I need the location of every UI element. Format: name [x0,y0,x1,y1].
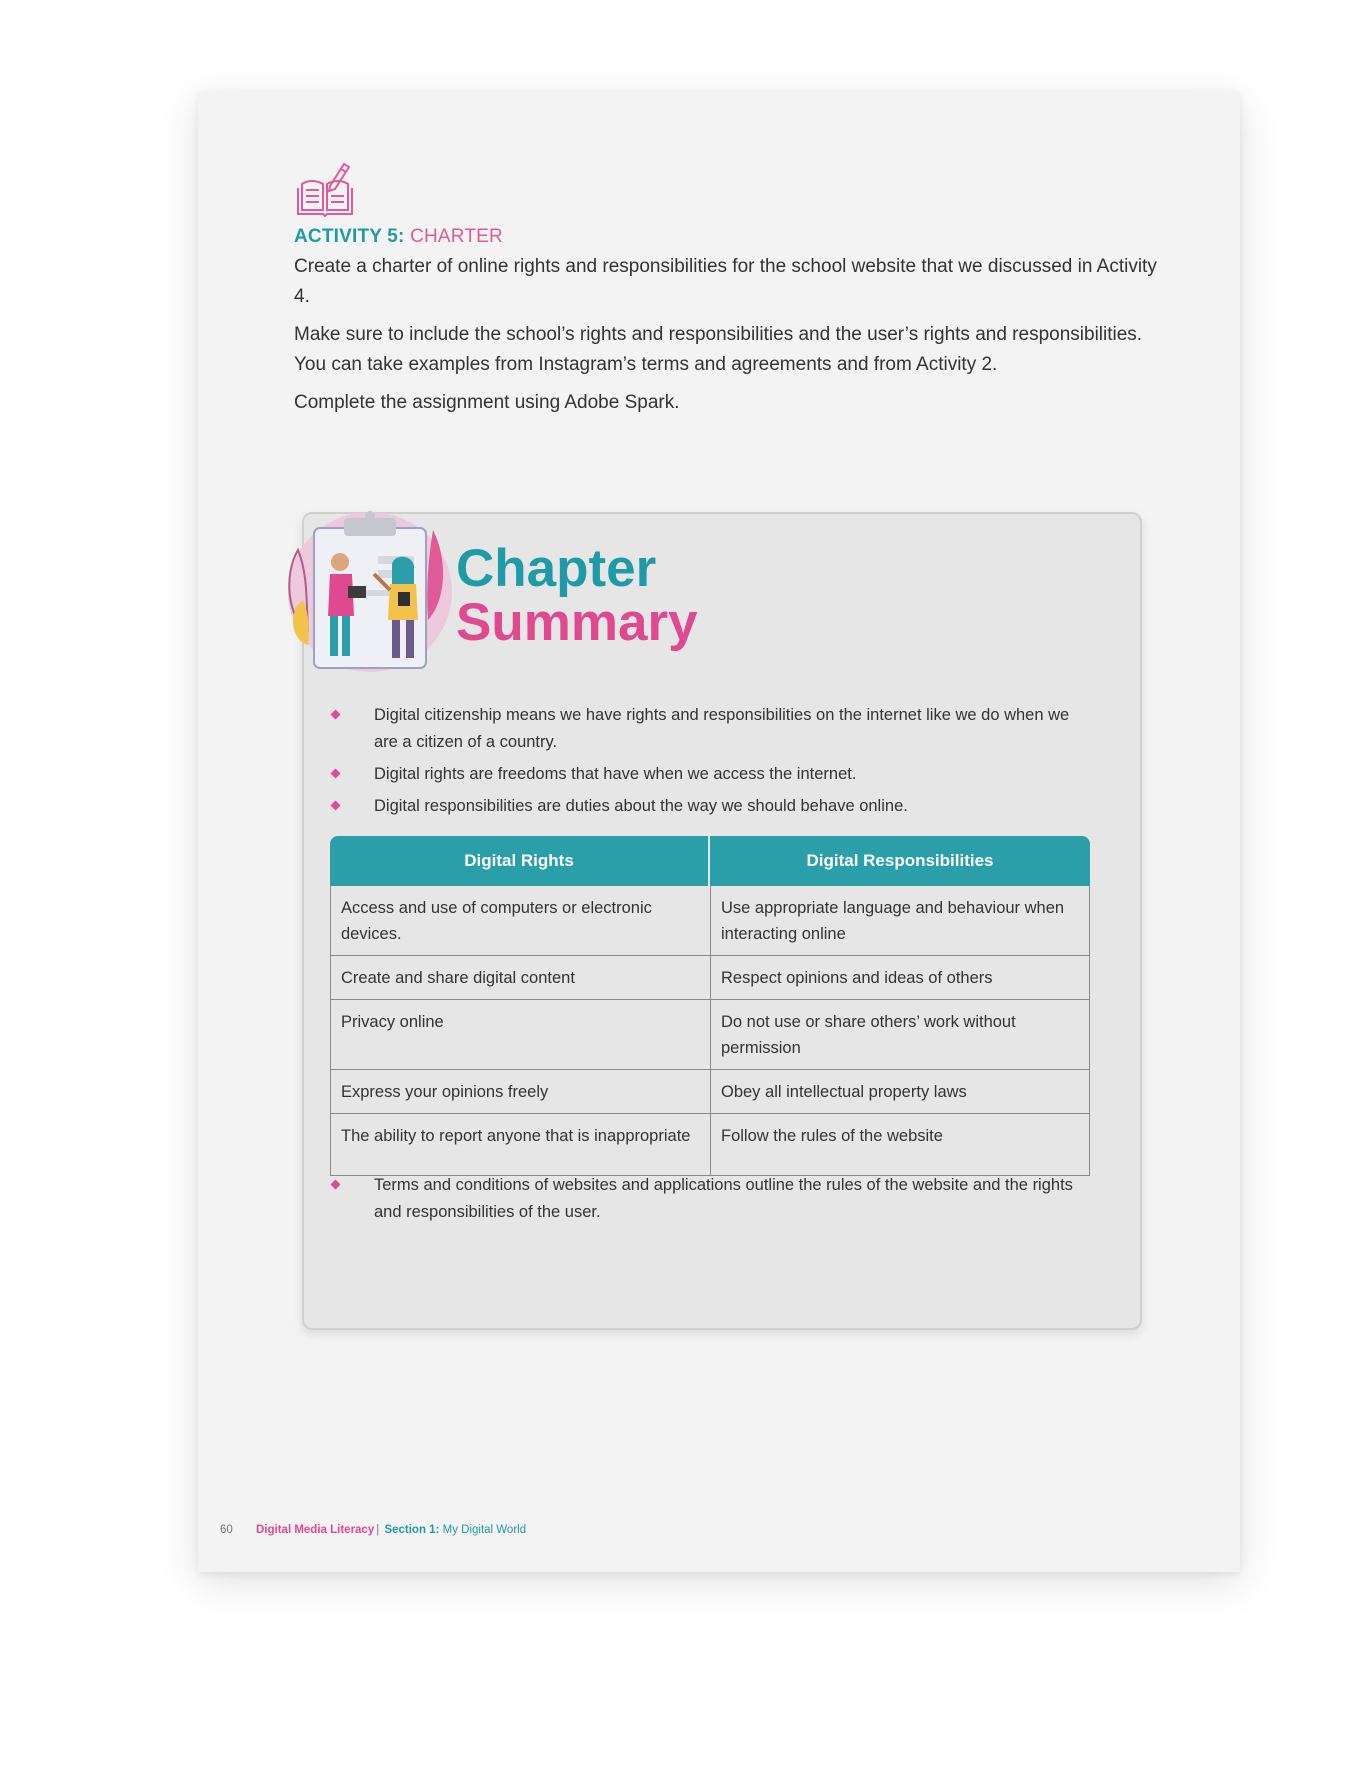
column-header-responsibilities: Digital Responsibilities [710,836,1090,886]
activity-paragraph: Complete the assignment using Adobe Spark. [294,392,680,413]
chapter-summary-title [456,539,698,652]
activity-instructions [294,252,1164,426]
table-cell: Create and share digital content [330,956,710,1000]
activity-name: CHARTER [410,226,503,247]
table-cell: Privacy online [330,1000,710,1070]
document-page [198,92,1240,1572]
table-row [330,956,1090,1000]
summary-title-line2: Summary [456,593,698,652]
list-item [332,793,1092,820]
bullet-text: Digital citizenship means we have rights and responsibilities on the internet like we do when we are a citizen of a country. [374,706,1070,751]
table-row [330,886,1090,956]
activity-number: ACTIVITY 5: [294,226,405,247]
table-cell: Access and use of computers or electronic devices. [330,886,710,956]
table-row [330,1000,1090,1070]
table-cell: Obey all intellectual property laws [710,1070,1090,1114]
table-row [330,1070,1090,1114]
list-item [332,702,1092,756]
list-item [332,1172,1092,1226]
bullet-text: Digital responsibilities are duties about the way we should behave online. [374,797,908,815]
section-label: Section 1: [384,1524,440,1536]
diamond-bullet-icon [331,769,341,779]
activity-title [294,226,503,248]
table-cell: Use appropriate language and behaviour when interacting online [710,886,1090,956]
table-cell: Express your opinions freely [330,1070,710,1114]
rights-responsibilities-table [330,836,1090,1176]
book-pencil-icon [294,158,356,220]
bullet-text: Digital rights are freedoms that have when we access the internet. [374,765,857,783]
section-name: My Digital World [442,1524,527,1536]
table-cell: The ability to report anyone that is inappropriate [330,1114,710,1176]
book-title: Digital Media Literacy [256,1524,375,1536]
table-row [330,1114,1090,1176]
page-footer [220,1524,526,1536]
bullet-text: Terms and conditions of websites and applications outline the rules of the website and the rights and responsibilities of the user. [374,1176,1073,1221]
activity-paragraph: Create a charter of online rights and responsibilities for the school website that we discussed in Activity 4. [294,256,1157,307]
column-header-rights: Digital Rights [330,836,710,886]
page-number: 60 [220,1524,233,1536]
table-cell: Do not use or share others’ work without permission [710,1000,1090,1070]
activity-paragraph: Make sure to include the school’s rights and responsibilities and the user’s rights and responsibilities. You can take examples from Instagram’s terms and agreements and from Activity 2. [294,324,1143,375]
list-item [332,761,1092,788]
footer-separator: | [376,1524,380,1536]
summary-title-line1: Chapter [456,539,657,598]
diamond-bullet-icon [331,801,341,811]
table-cell: Follow the rules of the website [710,1114,1090,1176]
table-cell: Respect opinions and ideas of others [710,956,1090,1000]
summary-bullet-list [332,702,1092,825]
diamond-bullet-icon [331,710,341,720]
clipboard-people-illustration [278,500,458,675]
summary-final-bullet-list [332,1172,1092,1226]
diamond-bullet-icon [331,1180,341,1190]
table-header-row [330,836,1090,886]
